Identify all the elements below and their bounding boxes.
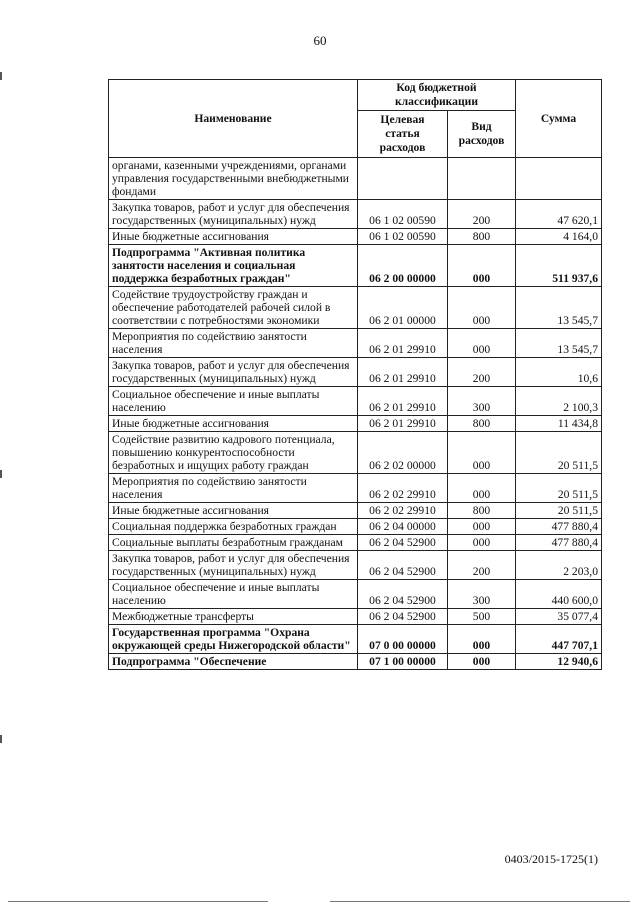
row-sum-cell: 447 707,1 [516,625,602,654]
header-name: Наименование [109,80,358,158]
row-type-cell: 000 [448,654,516,670]
row-type-cell: 000 [448,245,516,287]
row-type-cell: 000 [448,432,516,474]
row-code-cell: 06 2 01 29910 [358,358,448,387]
row-code-cell: 06 2 01 00000 [358,287,448,329]
row-name-cell: Мероприятия по содействию занятости населения [109,329,358,358]
row-type-cell: 200 [448,358,516,387]
row-sum-cell: 47 620,1 [516,200,602,229]
row-sum-cell: 10,6 [516,358,602,387]
row-name-cell: Социальные выплаты безработным гражданам [109,535,358,551]
row-name-cell: Социальное обеспечение и иные выплаты населению [109,580,358,609]
row-code-cell: 06 2 02 29910 [358,474,448,503]
table-row [109,329,602,358]
table-row [109,474,602,503]
row-type-cell: 800 [448,229,516,245]
table-row [109,229,602,245]
row-sum-cell [516,158,602,200]
scan-margin-mark [0,735,2,743]
row-name-cell: Государственная программа "Охрана окружающей среды Нижегородской области" [109,625,358,654]
row-type-cell: 000 [448,535,516,551]
row-type-cell: 500 [448,609,516,625]
row-name-cell: Закупка товаров, работ и услуг для обеспечения государственных (муниципальных) нужд [109,200,358,229]
scan-margin-mark [0,470,2,478]
row-type-cell: 000 [448,474,516,503]
row-code-cell: 06 1 02 00590 [358,229,448,245]
row-name-cell: Иные бюджетные ассигнования [109,229,358,245]
table-row [109,387,602,416]
row-code-cell: 06 2 04 52900 [358,551,448,580]
header-classification: Код бюджетной классификации [358,80,516,111]
row-code-cell: 06 1 02 00590 [358,200,448,229]
scan-edge-line [8,901,268,902]
scan-edge-line [330,901,630,902]
row-name-cell: Закупка товаров, работ и услуг для обеспечения государственных (муниципальных) нужд [109,358,358,387]
row-code-cell [358,158,448,200]
row-name-cell: Социальное обеспечение и иные выплаты населению [109,387,358,416]
row-code-cell: 06 2 04 52900 [358,535,448,551]
row-name-cell: Иные бюджетные ассигнования [109,503,358,519]
row-sum-cell: 2 100,3 [516,387,602,416]
table-row [109,551,602,580]
row-code-cell: 06 2 00 00000 [358,245,448,287]
table-row [109,580,602,609]
row-code-cell: 06 2 04 52900 [358,580,448,609]
row-type-cell [448,158,516,200]
row-sum-cell: 12 940,6 [516,654,602,670]
page-number: 60 [313,33,327,48]
budget-table [108,79,602,670]
header-type: Вид расходов [448,111,516,158]
row-type-cell: 000 [448,329,516,358]
row-sum-cell: 11 434,8 [516,416,602,432]
row-type-cell: 300 [448,387,516,416]
row-code-cell: 06 2 04 52900 [358,609,448,625]
table-body [109,158,602,670]
table-row [109,432,602,474]
table-row [109,245,602,287]
row-sum-cell: 20 511,5 [516,474,602,503]
row-type-cell: 800 [448,503,516,519]
header-target: Целевая статья расходов [358,111,448,158]
row-code-cell: 06 2 01 29910 [358,329,448,358]
row-name-cell: Подпрограмма "Обеспечение [109,654,358,670]
row-sum-cell: 13 545,7 [516,287,602,329]
row-type-cell: 800 [448,416,516,432]
row-code-cell: 06 2 02 29910 [358,503,448,519]
table-row [109,287,602,329]
row-code-cell: 06 2 01 29910 [358,416,448,432]
table-row [109,519,602,535]
row-sum-cell: 20 511,5 [516,432,602,474]
row-name-cell: Подпрограмма "Активная политика занятости населения и социальная поддержка безработных граждан" [109,245,358,287]
row-sum-cell: 35 077,4 [516,609,602,625]
table-row [109,200,602,229]
row-name-cell: Содействие трудоустройству граждан и обеспечение работодателей рабочей силой в соответствии с потребностями экономики [109,287,358,329]
row-sum-cell: 2 203,0 [516,551,602,580]
row-sum-cell: 477 880,4 [516,519,602,535]
row-type-cell: 200 [448,551,516,580]
document-code: 0403/2015-1725(1) [504,852,598,866]
table-row [109,609,602,625]
row-name-cell: органами, казенными учреждениями, органами управления государственными внебюджетными фондами [109,158,358,200]
row-code-cell: 07 0 00 00000 [358,625,448,654]
table-row [109,358,602,387]
table-row [109,535,602,551]
row-name-cell: Закупка товаров, работ и услуг для обеспечения государственных (муниципальных) нужд [109,551,358,580]
row-code-cell: 06 2 01 29910 [358,387,448,416]
table-row [109,625,602,654]
scan-margin-mark [0,72,2,80]
row-sum-cell: 477 880,4 [516,535,602,551]
row-sum-cell: 4 164,0 [516,229,602,245]
header-sum: Сумма [516,80,602,158]
row-name-cell: Межбюджетные трансферты [109,609,358,625]
table-header [109,80,602,158]
row-type-cell: 000 [448,519,516,535]
row-name-cell: Иные бюджетные ассигнования [109,416,358,432]
row-sum-cell: 440 600,0 [516,580,602,609]
row-name-cell: Содействие развитию кадрового потенциала, повышению конкурентоспособности безработных и ищущих работу граждан [109,432,358,474]
table-row [109,416,602,432]
row-sum-cell: 20 511,5 [516,503,602,519]
row-type-cell: 300 [448,580,516,609]
row-sum-cell: 13 545,7 [516,329,602,358]
row-type-cell: 000 [448,625,516,654]
row-name-cell: Мероприятия по содействию занятости населения [109,474,358,503]
row-code-cell: 06 2 02 00000 [358,432,448,474]
row-code-cell: 07 1 00 00000 [358,654,448,670]
table-row [109,654,602,670]
row-type-cell: 200 [448,200,516,229]
table-row [109,158,602,200]
row-type-cell: 000 [448,287,516,329]
row-code-cell: 06 2 04 00000 [358,519,448,535]
table-row [109,503,602,519]
row-name-cell: Социальная поддержка безработных граждан [109,519,358,535]
row-sum-cell: 511 937,6 [516,245,602,287]
